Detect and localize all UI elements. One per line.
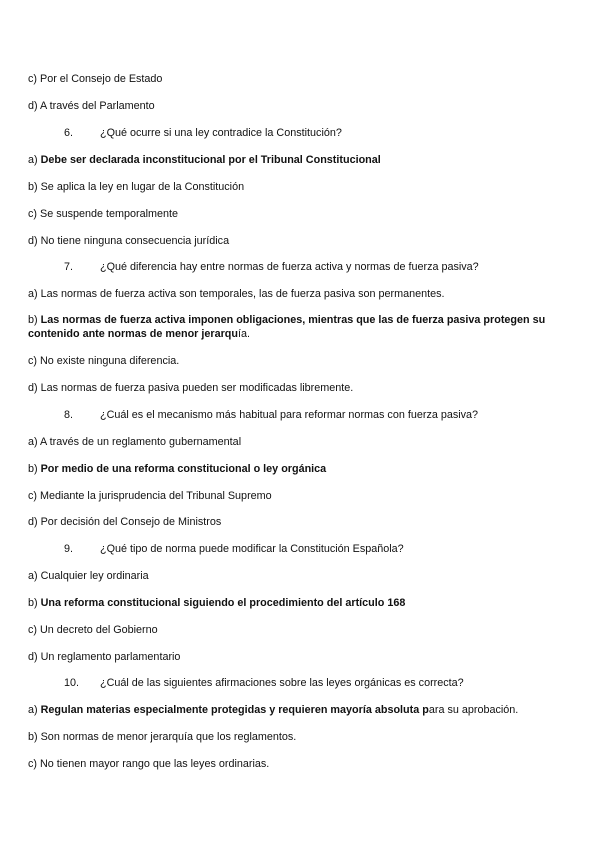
option-d: d) Por decisión del Consejo de Ministros xyxy=(28,516,222,528)
option-d: d) Las normas de fuerza pasiva pueden ser modificadas libremente. xyxy=(28,382,354,394)
option-a: a) Debe ser declarada inconstitucional por el Tribunal Constitucional xyxy=(28,154,381,166)
option-d: d) No tiene ninguna consecuencia jurídica xyxy=(28,235,230,247)
option-b: b) Son normas de menor jerarquía que los reglamentos. xyxy=(28,731,297,743)
option-c: c) Un decreto del Gobierno xyxy=(28,624,158,636)
option-d: d) Un reglamento parlamentario xyxy=(28,651,181,663)
option-a: a) A través de un reglamento gubernamental xyxy=(28,436,242,448)
option-c: c) No existe ninguna diferencia. xyxy=(28,355,180,367)
option-c: c) No tienen mayor rango que las leyes ordinarias. xyxy=(28,758,270,770)
option-b: b) Las normas de fuerza activa imponen obligaciones, mientras que las de fuerza pasiva protegen su contenido ante normas de menor jerarquía. xyxy=(28,314,546,340)
option-b: b) Por medio de una reforma constitucional o ley orgánica xyxy=(28,463,327,475)
option-c: c) Mediante la jurisprudencia del Tribunal Supremo xyxy=(28,490,272,502)
question-8: 8. ¿Cuál es el mecanismo más habitual para reformar normas con fuerza pasiva? xyxy=(64,409,479,421)
question-9: 9. ¿Qué tipo de norma puede modificar la Constitución Española? xyxy=(64,543,404,555)
option-c: c) Se suspende temporalmente xyxy=(28,208,179,220)
option-c: c) Por el Consejo de Estado xyxy=(28,73,163,85)
question-7: 7. ¿Qué diferencia hay entre normas de fuerza activa y normas de fuerza pasiva? xyxy=(64,261,479,273)
option-a: a) Las normas de fuerza activa son temporales, las de fuerza pasiva son permanentes. xyxy=(28,288,445,300)
option-b: b) Se aplica la ley en lugar de la Constitución xyxy=(28,181,245,193)
option-a: a) Regulan materias especialmente protegidas y requieren mayoría absoluta para su aprobación. xyxy=(28,704,519,716)
option-d: d) A través del Parlamento xyxy=(28,100,155,112)
question-6: 6. ¿Qué ocurre si una ley contradice la Constitución? xyxy=(64,127,342,139)
question-10: 10. ¿Cuál de las siguientes afirmaciones sobre las leyes orgánicas es correcta? xyxy=(64,677,464,689)
option-a: a) Cualquier ley ordinaria xyxy=(28,570,149,582)
option-b: b) Una reforma constitucional siguiendo el procedimiento del artículo 168 xyxy=(28,597,406,609)
